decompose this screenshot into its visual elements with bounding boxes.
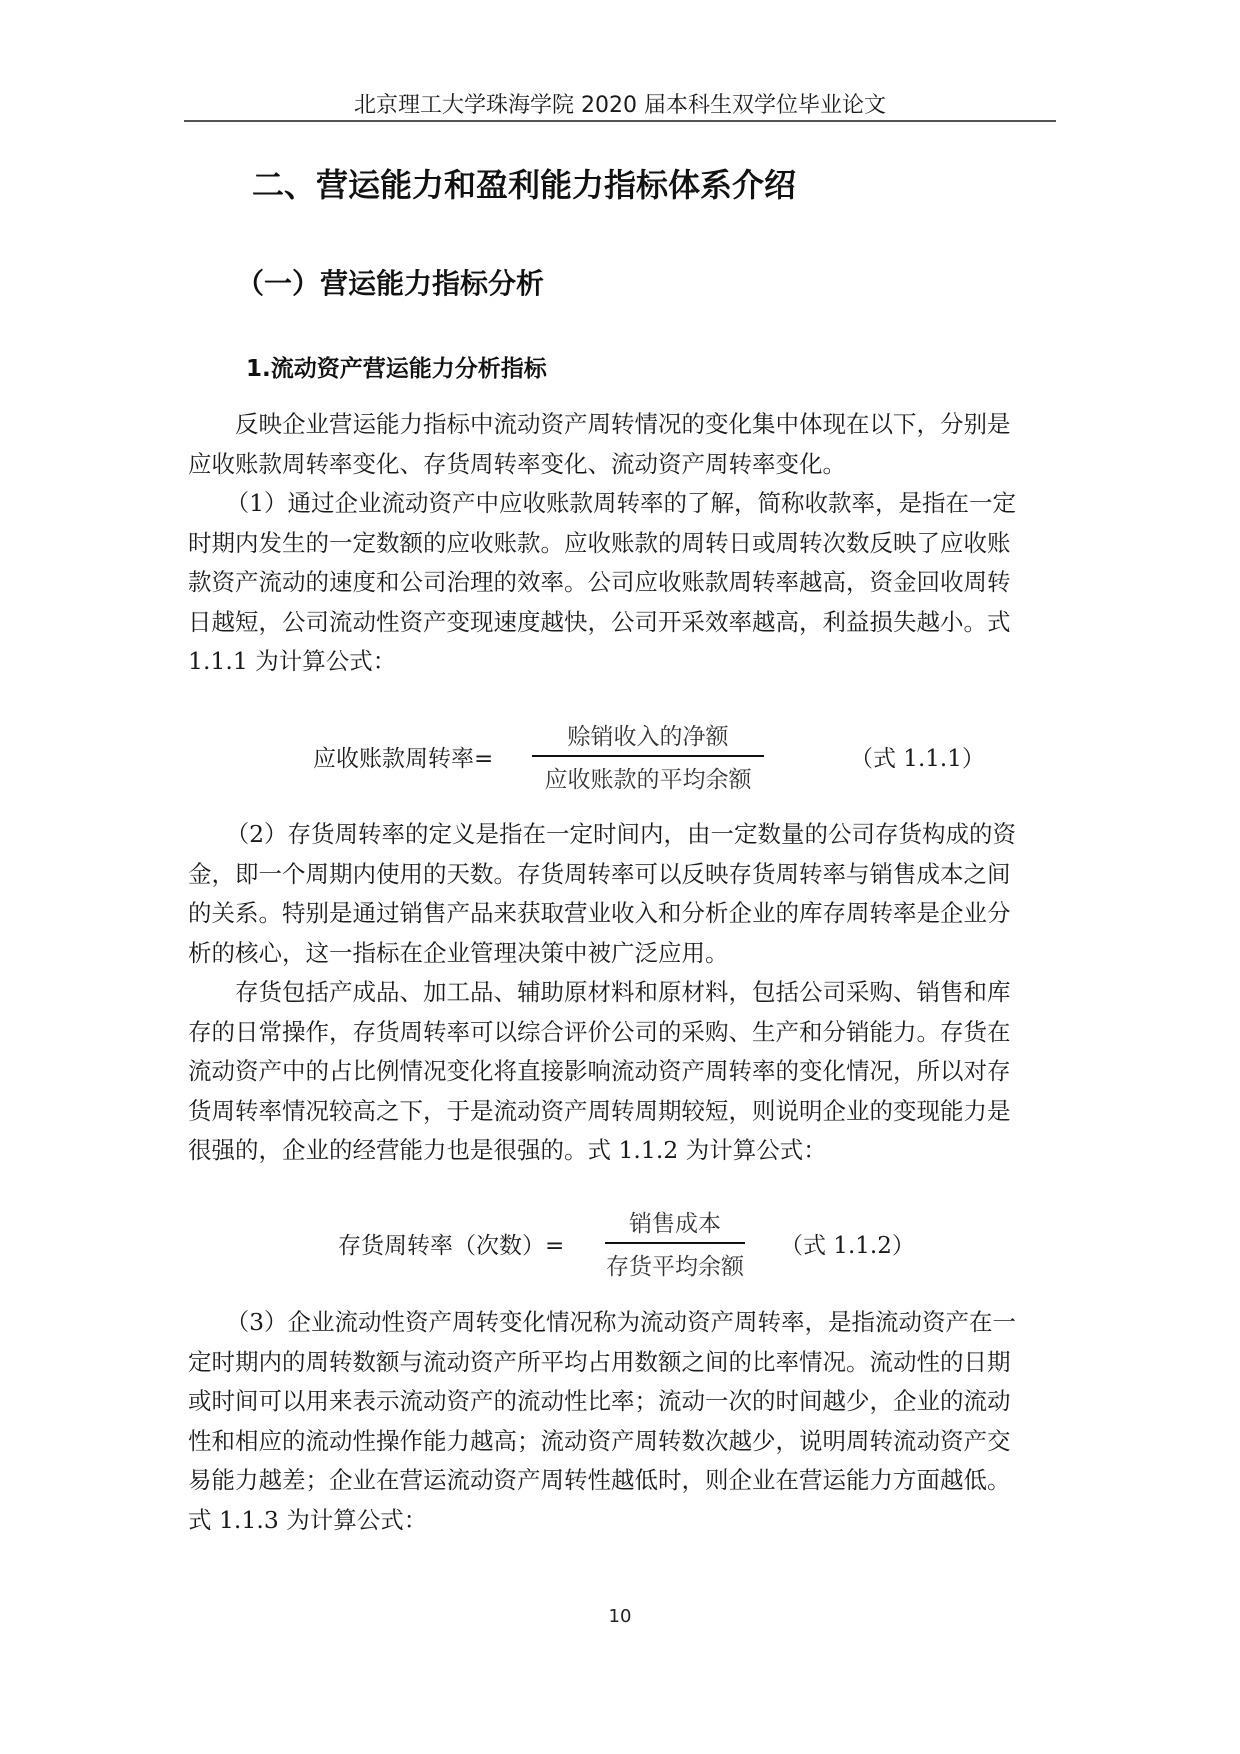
page-number: 10 <box>608 1606 632 1627</box>
text-line: 或时间可以用来表示流动资产的流动性比率；流动一次的时间越少，企业的流动 <box>188 1387 1011 1415</box>
header-rule <box>184 120 1056 122</box>
text-line: （1）通过企业流动资产中应收账款周转率的了解，简称收款率，是指在一定 <box>225 489 1017 517</box>
text-line: 性和相应的流动性操作能力越高；流动资产周转数次越少，说明周转流动资产交 <box>188 1426 1011 1455</box>
text-line: 日越短，公司流动性资产变现速度越快，公司开采效率越高，利益损失越小。式 <box>188 607 1011 636</box>
formula-lhs: 应收账款周转率= <box>313 746 494 772</box>
text-line: 1.1.1 为计算公式： <box>188 647 397 675</box>
paragraph-inventory-turnover <box>188 815 1060 973</box>
running-header: 北京理工大学珠海学院 2020 届本科生双学位毕业论文 <box>354 93 886 118</box>
formula-numerator: 赊销收入的净额 <box>567 724 729 750</box>
formula-denominator: 应收账款的平均余额 <box>544 767 752 793</box>
text-line: 存货包括产成品、加工品、辅助原材料和原材料，包括公司采购、销售和库 <box>235 978 1011 1006</box>
text-line: 易能力越差；企业在营运流动资产周转性越低时，则企业在营运能力方面越低。 <box>188 1466 1011 1494</box>
text-line: 反映企业营运能力指标中流动资产周转情况的变化集中体现在以下，分别是 <box>235 410 1011 438</box>
text-line: 式 1.1.3 为计算公式： <box>188 1505 428 1534</box>
formula-denominator: 存货平均余额 <box>606 1254 744 1280</box>
formula-tag: （式 1.1.2） <box>780 1233 915 1259</box>
text-line: 金，即一个周期内使用的天数。存货周转率可以反映存货周转率与销售成本之间 <box>188 859 1011 888</box>
text-line: （2）存货周转率的定义是指在一定时间内，由一定数量的公司存货构成的资 <box>225 820 1017 848</box>
text-line: 流动资产中的占比例情况变化将直接影响流动资产周转率的变化情况，所以对存 <box>188 1057 1011 1085</box>
formula-fraction <box>605 1205 745 1281</box>
text-line: 应收账款周转率变化、存货周转率变化、流动资产周转率变化。 <box>188 449 846 478</box>
text-line: 定时期内的周转数额与流动资产所平均占用数额之间的比率情况。流动性的日期 <box>188 1347 1011 1376</box>
formula-tag: （式 1.1.1） <box>850 746 985 772</box>
paragraph-current-asset-turnover <box>188 1303 1060 1540</box>
paragraph-inventory-details <box>188 973 1060 1171</box>
text-line: 存的日常操作，存货周转率可以综合评价公司的采购、生产和分销能力。存货在 <box>188 1017 1011 1046</box>
text-line: （3）企业流动性资产周转变化情况称为流动资产周转率，是指流动资产在一 <box>225 1308 1017 1336</box>
text-line: 货周转率情况较高之下，于是流动资产周转周期较短，则说明企业的变现能力是 <box>188 1096 1011 1125</box>
text-line: 很强的，企业的经营能力也是很强的。式 1.1.2 为计算公式： <box>188 1136 827 1164</box>
formula-numerator: 销售成本 <box>629 1211 721 1237</box>
text-line: 款资产流动的速度和公司治理的效率。公司应收账款周转率越高，资金回收周转 <box>188 568 1011 596</box>
formula-lhs: 存货周转率（次数）= <box>338 1233 565 1259</box>
fraction-bar <box>605 1242 745 1244</box>
subsection-heading: （一）营运能力指标分析 <box>236 267 545 300</box>
subsubsection-heading: 1.流动资产营运能力分析指标 <box>246 356 547 382</box>
text-line: 时期内发生的一定数额的应收账款。应收账款的周转日或周转次数反映了应收账 <box>188 528 1011 557</box>
fraction-bar <box>532 755 764 757</box>
paragraph-receivables-turnover <box>188 484 1060 682</box>
chapter-heading: 二、营运能力和盈利能力指标体系介绍 <box>252 166 797 204</box>
paragraph-intro <box>188 405 1060 484</box>
text-line: 析的核心，这一指标在企业管理决策中被广泛应用。 <box>188 938 729 967</box>
text-line: 的关系。特别是通过销售产品来获取营业收入和分析企业的库存周转率是企业分 <box>188 899 1011 927</box>
formula-fraction <box>532 718 764 794</box>
